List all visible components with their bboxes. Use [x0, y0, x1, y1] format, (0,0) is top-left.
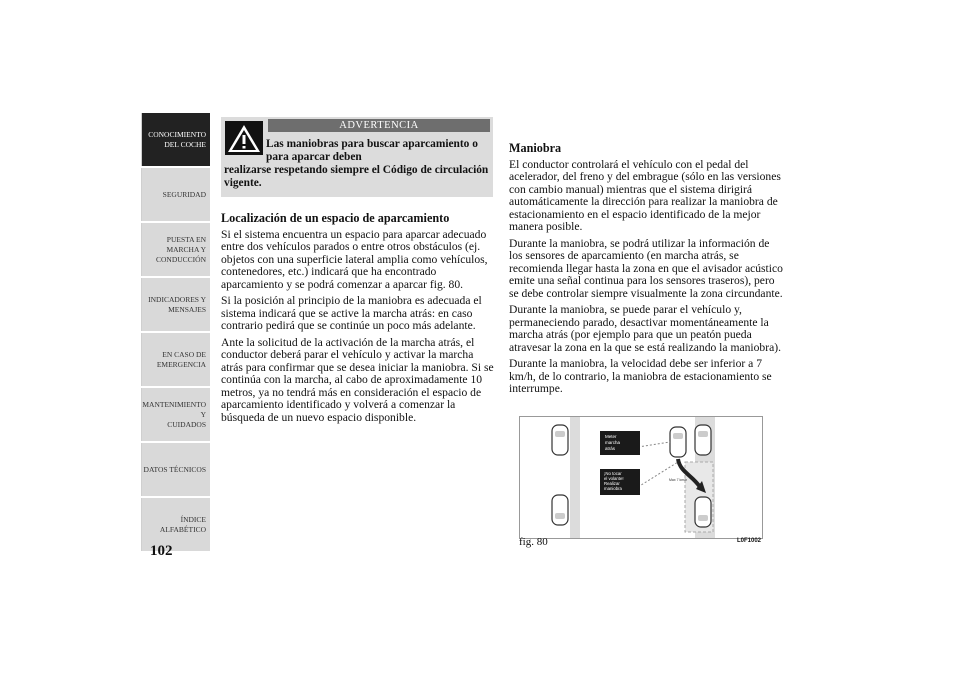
section-heading-localizacion: Localización de un espacio de aparcamiento — [221, 211, 450, 225]
sidebar-item-mantenimiento[interactable]: MANTENIMIENTO Y CUIDADOS — [141, 388, 210, 441]
left-car-bottom — [552, 495, 568, 525]
figure-caption: fig. 80 — [519, 536, 548, 548]
display-reverse-gear — [600, 431, 640, 455]
warning-text-first: Las maniobras para buscar aparcamiento o para aparcar deben — [266, 138, 478, 163]
sidebar-item-puesta-en-marcha[interactable]: PUESTA EN MARCHA Y CONDUCCIÓN — [141, 223, 210, 276]
svg-text:maniobra: maniobra — [604, 486, 622, 491]
svg-text:Meter: Meter — [605, 434, 617, 439]
left-column — [221, 212, 495, 428]
sidebar-item-emergencia[interactable]: EN CASO DE EMERGENCIA — [141, 333, 210, 386]
svg-text:el volante!: el volante! — [604, 476, 624, 481]
sidebar-item-conocimiento[interactable]: CONOCIMIENTO DEL COCHE — [141, 113, 210, 166]
page-number: 102 — [150, 543, 173, 559]
maneuvering-car — [670, 427, 686, 457]
warning-text-rest: realizarse respetando siempre el Código de circulación vigente. — [224, 164, 489, 189]
left-car-top — [552, 425, 568, 455]
warning-text — [224, 138, 490, 190]
paragraph: Durante la maniobra, se puede parar el vehículo y, permaneciendo parado, desactivar momentáneamente la marcha atrás (por ejemplo para que un peatón pueda atravesar la zona en la que se está realizando la maniobra). — [509, 303, 781, 354]
svg-text:¡No tocar: ¡No tocar — [604, 471, 622, 476]
warning-title: ADVERTENCIA — [268, 119, 490, 132]
sidebar-item-indicadores[interactable]: INDICADORES Y MENSAJES — [141, 278, 210, 331]
right-car-top — [695, 425, 711, 455]
paragraph: Ante la solicitud de la activación de la marcha atrás, el conductor deberá parar el vehículo y activar la marcha atrás para confirmar que se desea iniciar la maniobra. Si se continúa con la marcha, al cabo de aproximadamente 10 metros, ya no tendrá más en consideración el espacio de aparcamiento identificado y volverá a comenzar la búsqueda de un nuevo espacio disponible. — [221, 335, 494, 424]
paragraph: Durante la maniobra, la velocidad debe ser inferior a 7 km/h, de lo contrario, la maniobra de estacionamiento se interrumpe. — [509, 357, 772, 395]
paragraph: Si el sistema encuentra un espacio para aparcar adecuado entre dos vehículos parados o entre otros obstáculos (ej. objetos con una superficie lateral amplia como vehículos, contenedores, etc.) indicará que ha encontrado aparcamiento y se podrá comenzar a aparcar fig. 80. — [221, 227, 488, 291]
svg-text:marcha: marcha — [605, 440, 621, 445]
right-car-bottom — [695, 497, 711, 527]
paragraph: El conductor controlará el vehículo con el pedal del acelerador, del freno y del embrague (sólo en las versiones con cambio manual) mientras que el sistema dirigirá automáticamente la dirección para realizar la maniobra de estacionamiento en el espacio identificado de la mejor manera posible. — [509, 157, 781, 233]
svg-text:atrás: atrás — [605, 446, 616, 451]
paragraph: Durante la maniobra, se podrá utilizar la información de los sensores de aparcamiento (en marcha atrás, se recomienda llegar hasta la zona en que el avisador acústico emite una señal continua para los sensores traseros), pero se debe controlar siempre visualmente la zona circundante. — [509, 236, 783, 300]
display-hands-off — [600, 469, 640, 495]
paragraph: Si la posición al principio de la maniobra es adecuada el sistema indicará que se active la marcha atrás: en caso contrario pedirá que se continúe un poco más adelante. — [221, 294, 482, 332]
section-heading-maniobra: Maniobra — [509, 141, 562, 155]
svg-text:Realizar: Realizar — [604, 481, 620, 486]
sidebar-item-seguridad[interactable]: SEGURIDAD — [141, 168, 210, 221]
figure-parking-illustration — [519, 416, 763, 539]
parking-diagram — [520, 417, 762, 538]
chapter-sidebar — [141, 113, 210, 553]
speed-label: Max 7 km/h — [669, 478, 688, 482]
sidebar-item-indice[interactable]: ÍNDICE ALFABÉTICO — [141, 498, 210, 551]
right-column — [509, 142, 783, 400]
sidebar-item-datos-tecnicos[interactable]: DATOS TÉCNICOS — [141, 443, 210, 496]
figure-code: L0F1002 — [737, 538, 762, 544]
